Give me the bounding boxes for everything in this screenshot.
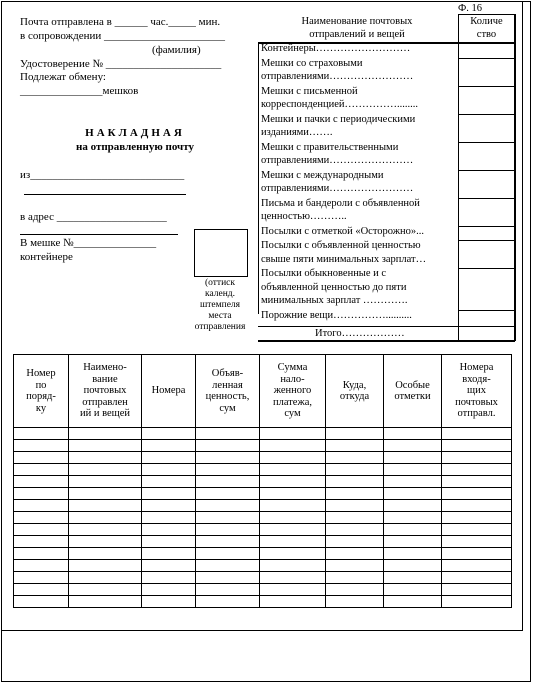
to-address-line: в адрес ____________________	[20, 211, 167, 223]
from-line-extra	[24, 194, 186, 195]
table-cell	[442, 548, 512, 560]
table-cell	[260, 464, 326, 476]
col-declared-value	[196, 355, 260, 428]
header-text: отправл.	[457, 408, 496, 420]
table-cell	[442, 488, 512, 500]
header-text: Объяв-	[211, 368, 244, 379]
table-row	[14, 536, 512, 548]
table-cell	[196, 452, 260, 464]
table-cell	[384, 452, 442, 464]
header-text: Наимено-	[83, 362, 127, 374]
table-cell	[69, 548, 142, 560]
header-text: Номер	[26, 368, 56, 379]
table-cell	[326, 524, 384, 536]
table-cell	[384, 440, 442, 452]
sent-time-line: Почта отправлена в ______ час._____ мин.	[20, 16, 221, 28]
table-cell	[69, 560, 142, 572]
header-name: отправлений и вещей	[309, 29, 405, 40]
qty-cell-divider	[458, 226, 514, 227]
table-cell	[326, 548, 384, 560]
table-cell	[442, 476, 512, 488]
stamp-caption-line: (оттиск	[204, 278, 235, 288]
table-cell	[326, 452, 384, 464]
table-cell	[142, 524, 196, 536]
table-cell	[69, 488, 142, 500]
table-cell	[260, 428, 326, 440]
item-row-label: Посылки с объявленной ценностью	[261, 240, 421, 251]
table-cell	[384, 596, 442, 608]
table-cell	[69, 500, 142, 512]
header-text: Особые	[395, 379, 430, 391]
form-number: Ф. 16	[458, 3, 483, 14]
table-cell	[260, 512, 326, 524]
table-cell	[142, 440, 196, 452]
table-cell	[442, 584, 512, 596]
header-text: почтовых	[83, 385, 127, 397]
header-text: отправлен	[82, 396, 128, 408]
header-text: Куда,	[342, 379, 367, 391]
table-cell	[260, 524, 326, 536]
table-cell	[142, 536, 196, 548]
qty-column-divider	[458, 14, 459, 314]
table-cell	[14, 560, 69, 572]
table-cell	[142, 500, 196, 512]
table-cell	[142, 548, 196, 560]
table-cell	[14, 500, 69, 512]
header-name: Наименование почтовых	[301, 16, 413, 27]
table-cell	[260, 440, 326, 452]
item-row-label: объявленной ценностью до пяти	[261, 281, 407, 293]
table-cell	[69, 452, 142, 464]
table-cell	[442, 512, 512, 524]
table-cell	[442, 572, 512, 584]
item-row-label: Мешки с правительственными	[261, 141, 399, 153]
table-cell	[384, 488, 442, 500]
table-cell	[442, 500, 512, 512]
table-cell	[14, 596, 69, 608]
stamp-caption-line: отправления	[194, 322, 246, 332]
header-text: входя-	[462, 373, 491, 385]
item-row-label: минимальных зарплат ………….	[261, 295, 408, 306]
table-cell	[14, 428, 69, 440]
table-cell	[196, 584, 260, 596]
table-cell	[260, 500, 326, 512]
to-address-line-extra	[20, 234, 178, 235]
qty-cell-divider	[458, 86, 514, 87]
table-cell	[69, 440, 142, 452]
table-cell	[69, 572, 142, 584]
table-cell	[142, 560, 196, 572]
item-row-label: свыше пяти минимальных зарплат…	[261, 253, 427, 265]
col-item-name	[69, 355, 142, 428]
header-text: вание	[92, 373, 118, 385]
qty-cell-divider	[458, 310, 514, 311]
table-row	[14, 452, 512, 464]
item-row-label: отправлениями……………………	[261, 155, 414, 166]
table-cell	[384, 524, 442, 536]
item-row-label: ценностью………..	[261, 211, 347, 222]
col-special-marks	[384, 355, 442, 428]
table-cell	[326, 476, 384, 488]
header-text: ку	[35, 402, 47, 414]
item-row-label: Письма и бандероли с объявленной	[261, 197, 420, 209]
table-row	[14, 500, 512, 512]
table-cell	[196, 572, 260, 584]
table-cell	[260, 452, 326, 464]
table-cell	[442, 464, 512, 476]
container-label: контейнере	[20, 251, 73, 263]
table-cell	[384, 536, 442, 548]
item-row-label: Порожние вещи……………..........	[261, 309, 412, 321]
table-cell	[142, 476, 196, 488]
item-row-label: Мешки с международными	[261, 169, 384, 181]
header-text: почтовых	[455, 396, 498, 408]
table-cell	[69, 512, 142, 524]
table-cell	[196, 512, 260, 524]
qty-column-divider-bottom	[458, 314, 459, 341]
table-cell	[260, 488, 326, 500]
table-cell	[326, 536, 384, 548]
header-text: платежа,	[272, 396, 313, 408]
postal-items-table	[13, 354, 512, 608]
col-numbers	[142, 355, 196, 428]
table-cell	[326, 560, 384, 572]
header-text: сум	[219, 402, 236, 414]
table-row	[14, 476, 512, 488]
table-cell	[196, 464, 260, 476]
qty-cell-divider	[458, 198, 514, 199]
inner-frame-right	[522, 1, 523, 631]
right-border	[514, 14, 516, 341]
table-cell	[142, 452, 196, 464]
table-cell	[326, 500, 384, 512]
table-cell	[14, 512, 69, 524]
header-text: Сумма	[277, 362, 308, 374]
id-line: Удостоверение № _____________________	[20, 58, 222, 70]
header-text: Номера	[151, 385, 186, 397]
table-cell	[14, 572, 69, 584]
table-cell	[14, 524, 69, 536]
table-row	[14, 560, 512, 572]
table-cell	[384, 560, 442, 572]
surname-hint: (фамилия)	[152, 44, 201, 56]
table-cell	[384, 548, 442, 560]
table-cell	[260, 476, 326, 488]
from-line: из____________________________	[20, 169, 185, 181]
table-cell	[196, 524, 260, 536]
table-row	[14, 584, 512, 596]
table-cell	[442, 524, 512, 536]
table-cell	[142, 428, 196, 440]
exchange-line: Подлежат обмену:	[20, 71, 106, 83]
table-row	[14, 572, 512, 584]
stamp-caption-line: места	[208, 311, 232, 321]
table-cell	[14, 440, 69, 452]
qty-cell-divider	[458, 170, 514, 171]
qty-cell-divider	[458, 240, 514, 241]
table-cell	[14, 548, 69, 560]
item-row-label: отправлениями……………………	[261, 183, 414, 194]
header-text: отметки	[394, 391, 431, 402]
table-row	[14, 464, 512, 476]
table-cell	[260, 536, 326, 548]
left-border	[258, 42, 259, 314]
table-cell	[442, 536, 512, 548]
header-text: ий и вещей	[79, 408, 131, 420]
item-row-label: Мешки с письменной	[261, 85, 358, 97]
table-row	[14, 548, 512, 560]
stamp-caption-line: календ.	[204, 289, 236, 299]
table-cell	[196, 548, 260, 560]
table-cell	[142, 464, 196, 476]
qty-cell-divider	[458, 114, 514, 115]
item-row-label: Мешки со страховыми	[261, 57, 363, 69]
header-qty: Количе	[470, 16, 503, 27]
header-qty: ство	[476, 29, 497, 40]
table-cell	[260, 596, 326, 608]
table-cell	[326, 596, 384, 608]
table-cell	[69, 584, 142, 596]
table-cell	[69, 476, 142, 488]
table-cell	[326, 488, 384, 500]
table-cell	[442, 596, 512, 608]
qty-cell-divider	[458, 268, 514, 269]
table-cell	[14, 464, 69, 476]
item-row-label: Посылки с отметкой «Осторожно»...	[261, 225, 425, 237]
header-text: откуда	[339, 391, 370, 402]
table-row	[14, 440, 512, 452]
table-row	[14, 596, 512, 608]
table-cell	[196, 560, 260, 572]
table-cell	[14, 488, 69, 500]
document-title: НАКЛАДНАЯ	[85, 127, 185, 139]
table-cell	[142, 596, 196, 608]
table-cell	[442, 440, 512, 452]
header-text: женного	[273, 385, 312, 397]
document-subtitle: на отправленную почту	[76, 141, 194, 153]
header-text: сум	[284, 408, 301, 420]
table-cell	[142, 512, 196, 524]
table-cell	[384, 476, 442, 488]
table-cell	[384, 512, 442, 524]
table-cell	[196, 488, 260, 500]
table-cell	[142, 572, 196, 584]
table-cell	[326, 440, 384, 452]
header-text: ленная	[212, 379, 243, 391]
table-cell	[384, 584, 442, 596]
header-text: поряд-	[26, 391, 56, 402]
table-row	[14, 428, 512, 440]
table-cell	[196, 440, 260, 452]
header-text: Номера	[459, 362, 494, 374]
item-row-label: корреспонденцией……………........	[261, 99, 419, 110]
table-cell	[384, 428, 442, 440]
table-cell	[326, 428, 384, 440]
table-cell	[260, 584, 326, 596]
table-cell	[326, 512, 384, 524]
item-row-label: отправлениями……………………	[261, 71, 414, 82]
table-cell	[14, 476, 69, 488]
table-cell	[14, 452, 69, 464]
col-cod-amount	[260, 355, 326, 428]
table-cell	[142, 584, 196, 596]
table-cell	[384, 464, 442, 476]
table-cell	[442, 560, 512, 572]
table-cell	[260, 548, 326, 560]
table-cell	[69, 464, 142, 476]
header-text: по	[35, 379, 47, 391]
table-cell	[142, 488, 196, 500]
table-row	[14, 512, 512, 524]
item-row-label: Посылки обыкновенные и с	[261, 268, 387, 279]
table-cell	[260, 572, 326, 584]
qty-cell-divider	[458, 58, 514, 59]
bags-line: _______________мешков	[20, 85, 139, 97]
col-destination	[326, 355, 384, 428]
total-top-line	[258, 326, 514, 327]
table-cell	[14, 536, 69, 548]
inner-frame-bottom	[1, 630, 523, 631]
table-cell	[196, 596, 260, 608]
table-header-row	[14, 355, 512, 428]
col-number	[14, 355, 69, 428]
table-cell	[14, 584, 69, 596]
stamp-caption-line: штемпеля	[199, 300, 241, 310]
table-cell	[196, 476, 260, 488]
header-text: ценность,	[205, 391, 250, 402]
escort-line: в сопровождении ______________________	[20, 30, 226, 42]
table-cell	[69, 428, 142, 440]
table-row	[14, 524, 512, 536]
item-row-label: Мешки и пачки с периодическими	[261, 113, 416, 125]
item-row-label: изданиями…….	[261, 127, 333, 138]
table-cell	[326, 464, 384, 476]
stamp-box	[194, 229, 248, 277]
table-cell	[69, 596, 142, 608]
table-cell	[326, 584, 384, 596]
table-cell	[384, 500, 442, 512]
table-cell	[196, 500, 260, 512]
table-cell	[384, 572, 442, 584]
table-cell	[196, 428, 260, 440]
table-cell	[196, 536, 260, 548]
table-cell	[69, 524, 142, 536]
col-incoming-numbers	[442, 355, 512, 428]
table-cell	[69, 536, 142, 548]
header-text: нало-	[280, 373, 305, 385]
qty-cell-divider	[458, 142, 514, 143]
total-label: Итого………………	[315, 328, 405, 339]
bag-number-line: В мешке №_______________	[20, 237, 157, 249]
item-row-label: Контейнеры………………………	[261, 43, 411, 54]
table-cell	[326, 572, 384, 584]
header-top-line	[458, 14, 514, 15]
header-text: щих	[467, 385, 486, 397]
table-row	[14, 488, 512, 500]
total-bottom-line	[258, 340, 515, 342]
table-cell	[442, 452, 512, 464]
table-cell	[260, 560, 326, 572]
table-cell	[442, 428, 512, 440]
